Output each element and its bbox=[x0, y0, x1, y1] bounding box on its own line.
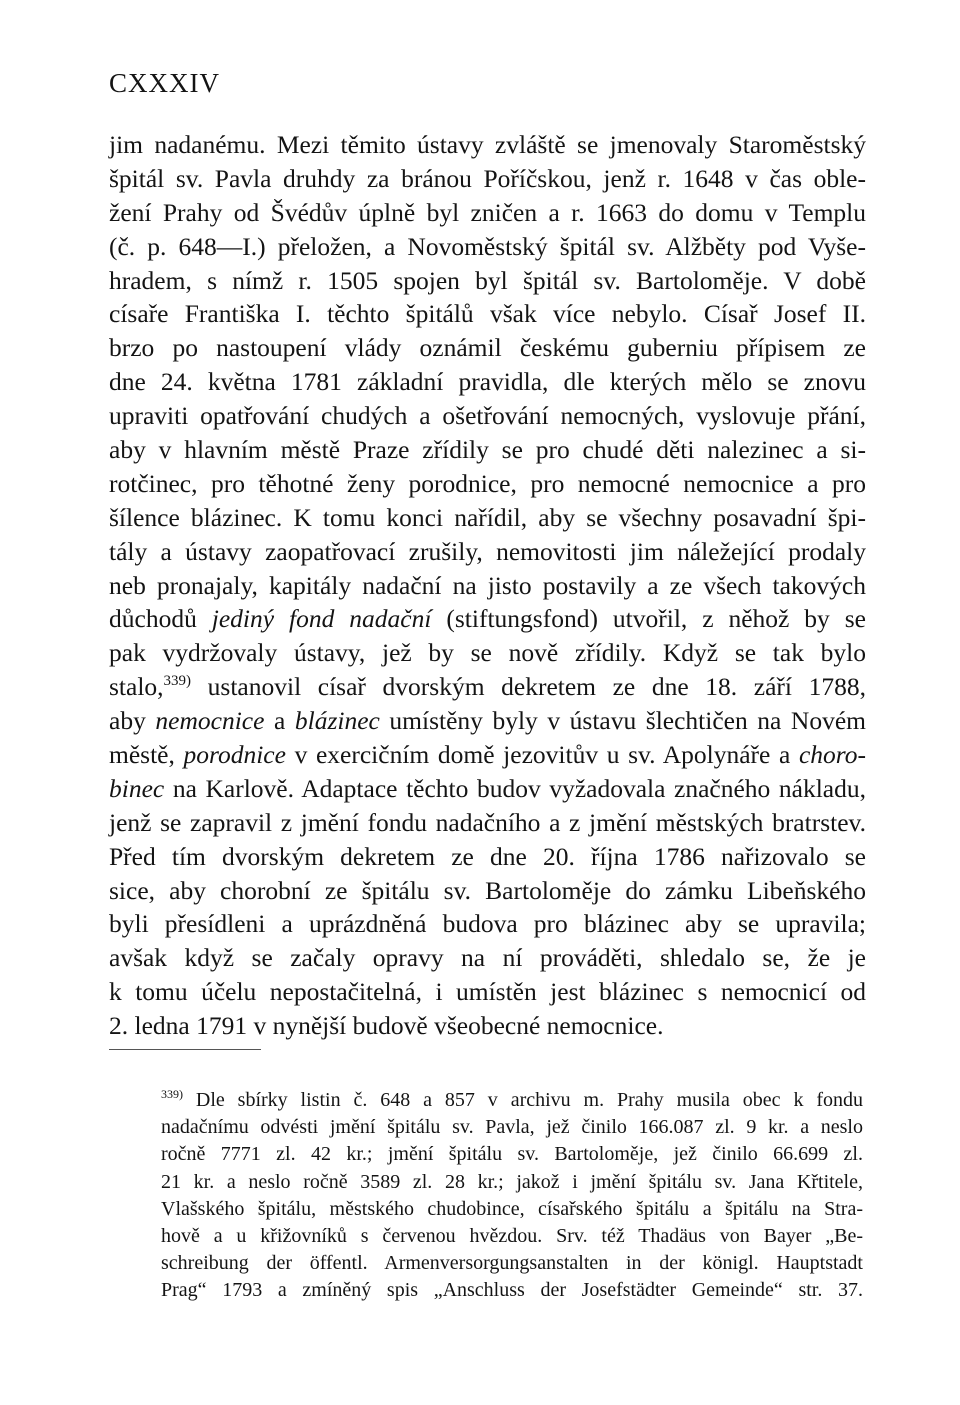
text-line bbox=[109, 704, 866, 738]
text-run: ustanovil císař dvorským dekretem ze dne 18. září 1788, bbox=[191, 672, 866, 702]
text-line: hradem, s nímž r. 1505 spojen byl špitál sv. Bartoloměje. V době bbox=[109, 265, 866, 295]
text-line: špitál sv. Pavla druhdy za bránou Poříčskou, jenž r. 1648 v čas oble- bbox=[109, 163, 866, 193]
footnote-line: schreibung der öffentl. Armenversorgungsanstalten in der königl. Hauptstadt bbox=[161, 1252, 863, 1275]
text-run: aby bbox=[109, 706, 156, 736]
text-line: byli přesídleni a uprázdněná budova pro blázinec aby se upravila; bbox=[109, 909, 866, 939]
text-line: avšak když se začaly opravy na ní prováděti, shledalo se, že je bbox=[109, 943, 866, 973]
emphasis-text: binec bbox=[109, 773, 165, 803]
emphasis-text: nemocnice bbox=[155, 706, 265, 736]
footnote-line: hově a u křižovníků s červenou hvězdou. Srv. též Thadäus von Bayer „Be- bbox=[161, 1224, 863, 1247]
footnote-line: Vlašského špitálu, městského chudobince, císařského špitálu a špitálu na Stra- bbox=[161, 1197, 863, 1220]
footnote-divider bbox=[109, 1049, 261, 1050]
text-line: jim nadanému. Mezi těmito ústavy zvláště se jmenovaly Staroměstský bbox=[109, 130, 866, 159]
text-line: šílence blázinec. K tomu konci nařídil, aby se všechny posavadní špi- bbox=[109, 502, 866, 532]
text-line: dne 24. května 1781 základní pravidla, dle kterých mělo se znovu bbox=[109, 367, 866, 397]
body-text bbox=[109, 128, 866, 1043]
footnote-line: Prag“ 1793 a zmíněný spis „Anschluss der Josefstädter Gemeinde“ str. 37. bbox=[161, 1279, 863, 1302]
text-line: 2. ledna 1791 v nynější budově všeobecné nemocnice. bbox=[109, 1011, 664, 1041]
text-line bbox=[109, 602, 866, 636]
footnote-reference: 339) bbox=[163, 673, 192, 690]
text-line: (č. p. 648—I.) přeložen, a Novoměstský špitál sv. Alžběty pod Vyše- bbox=[109, 231, 866, 261]
text-run: na Karlově. Adaptace těchto budov vyžadovala značného nákladu, bbox=[164, 773, 866, 803]
text-line: žení Prahy od Švédův úplně byl zničen a r. 1663 do domu v Templu bbox=[109, 197, 866, 227]
footnote bbox=[109, 1087, 863, 1305]
text-run: důchodů bbox=[109, 604, 212, 634]
text-line: neb pronajaly, kapitály nadační na jisto postavily a ze všech takových bbox=[109, 570, 866, 600]
emphasis-text: choro- bbox=[798, 740, 866, 770]
text-line: k tomu účelu nepostačitelná, i umístěn jest blázinec s nemocnicí od bbox=[109, 977, 866, 1007]
footnote-marker: 339) bbox=[161, 1087, 183, 1101]
text-run: (stiftungsfond) utvořil, z něhož by se bbox=[431, 604, 866, 634]
text-line: aby v hlavním městě Praze zřídily se pro chudé děti nalezinec a si- bbox=[109, 435, 866, 465]
emphasis-text: jediný fond nadační bbox=[211, 604, 432, 634]
text-line: brzo po nastoupení vlády oznámil českému guberniu přípisem ze bbox=[109, 333, 866, 363]
text-run: Dle sbírky listin č. 648 a 857 v archivu m. Prahy musila obec k fondu bbox=[183, 1089, 863, 1111]
text-line: jenž se zapravil z jmění fondu nadačního a z jmění městských bratrstev. bbox=[109, 807, 866, 837]
emphasis-text: blázinec bbox=[294, 706, 380, 736]
footnote-line: nadačnímu odvésti jmění špitálu sv. Pavla, jež činilo 166.087 zl. 9 kr. a neslo bbox=[161, 1116, 863, 1139]
text-line bbox=[109, 670, 866, 704]
text-line bbox=[109, 772, 866, 806]
text-line: sice, aby chorobní ze špitálu sv. Bartoloměje do zámku Libeňského bbox=[109, 875, 866, 905]
footnote-line: 21 kr. a neslo ročně 3589 zl. 28 kr.; jakož i jmění špitálu sv. Jana Křtitele, bbox=[161, 1170, 863, 1193]
footnote-line: ročně 7771 zl. 42 kr.; jmění špitálu sv. Bartoloměje, jež činilo 66.699 zl. bbox=[161, 1143, 863, 1166]
text-line: rotčinec, pro těhotné ženy porodnice, pro nemocné nemocnice a pro bbox=[109, 468, 866, 498]
page-number: CXXXIV bbox=[109, 68, 220, 98]
footnote-line bbox=[109, 1087, 863, 1114]
text-line: císaře Františka I. těchto špitálů však více nebylo. Císař Josef II. bbox=[109, 299, 866, 329]
text-line: upraviti opatřování chudých a ošetřování nemocných, vyslovuje přání, bbox=[109, 401, 866, 431]
text-line bbox=[109, 738, 866, 772]
text-line: tály a ústavy zaopatřovací zrušily, nemovitosti jim náležející prodaly bbox=[109, 536, 866, 566]
text-run: a bbox=[264, 706, 295, 736]
text-line: Před tím dvorským dekretem ze dne 20. října 1786 nařizovalo se bbox=[109, 841, 866, 871]
text-run: stalo, bbox=[109, 672, 164, 702]
text-line: pak vydržovaly ústavy, jež by se nově zřídily. Když se tak bylo bbox=[109, 638, 866, 668]
text-run: v exercičním domě jezovitův u sv. Apolynáře a bbox=[285, 740, 799, 770]
emphasis-text: porodnice bbox=[183, 740, 286, 770]
text-run: městě, bbox=[109, 740, 184, 770]
text-run: umístěny byly v ústavu šlechtičen na Novém bbox=[379, 706, 866, 736]
